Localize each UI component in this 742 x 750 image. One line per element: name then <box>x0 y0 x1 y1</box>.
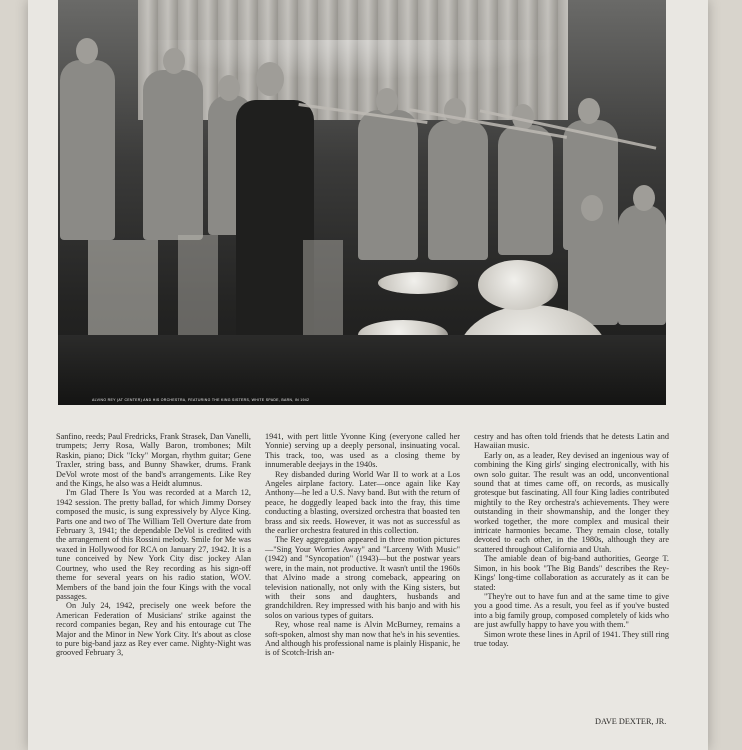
trumpet-player <box>143 70 203 240</box>
paragraph: The amiable dean of big-band authorities, George T. Simon, in his book "The Big Bands" describes the Rey-Kings' long-time collaboration as accurately as it can be stated: <box>474 554 669 592</box>
paragraph: Early on, as a leader, Rey devised an ingenious way of combining the King girls' singing electronically, with his own solo guitar. The result was an odd, unconventional sound that at times came off, on records, as musically grotesque but fascinating. All four King ladies contributed mightily to the Rey orchestra's achievements. They were outstanding in their showmanship, and the longer they worked together, the more complex and musical their intricate harmonies became. They remain close, totally devoted to each other, in the 1980s, although they are scattered throughout California and Utah. <box>474 450 669 554</box>
trombone-player <box>428 120 488 260</box>
paragraph: "They're out to have fun and at the same time to give you a good time. As a result, you feel as if you've busted into a big family group, composed completely of kids who are just awfully happy to have you with them." <box>474 591 669 630</box>
musician-head <box>578 98 600 124</box>
trombone-player <box>358 110 418 260</box>
paragraph: On July 24, 1942, precisely one week before the American Federation of Musicians' strike against the record companies began, Rey and his entourage cut The Major and the Minor in New York City. It's about as close to pure big-band jazz as Rey ever came. Nighty-Night was grooved February 3, <box>56 601 251 658</box>
article-body <box>56 432 670 658</box>
text-column-2 <box>265 432 460 658</box>
musician-head <box>581 195 603 221</box>
photo-caption: ALVINO REY (AT CENTER) AND HIS ORCHESTRA, FEATURING THE KING SISTERS, WHITE SPADE, BARN, IN 1942 <box>92 398 310 402</box>
musician-head <box>376 88 398 114</box>
album-liner-page <box>28 0 708 750</box>
text-column-3 <box>474 432 669 658</box>
tom-drum <box>478 260 558 310</box>
paragraph: cestry and has often told friends that he detests Latin and Hawaiian music. <box>474 432 669 451</box>
text-column-1 <box>56 432 251 658</box>
paragraph: The Rey aggregation appeared in three motion pictures—"Sing Your Worries Away" and "Larceny With Music" (1942) and "Syncopation" (1943)—but the postwar years were, in the main, not productive. It wasn't until the 1960s that Alvino made a strong comeback, appearing on television nationally, not only with the King sisters, but with their sons and daughters, husbands and grandchildren. Rey impressed with his banjo and with his solos on various types of guitars. <box>265 535 460 620</box>
paragraph: Simon wrote these lines in April of 1941. They still ring true today. <box>474 629 669 648</box>
musician-head <box>163 48 185 74</box>
paragraph: I'm Glad There Is You was recorded at a March 12, 1942 session. The pretty ballad, for which Jimmy Dorsey composed the music, is sung expressively by Alyce King. Parts one and two of The William Tell Overture date from February 3, 1941; the dependable DeVol is credited with the arrangement of this Rossini melody. Smile for Me was waxed in Hollywood for RCA on January 27, 1942. It is a tune conceived by New York City disc jockey Alan Courtney, who used the Rey recording as his sign-off theme for several years on his radio station, WOV. Members of the band join the four Kings with the vocal passages. <box>56 488 251 601</box>
trombone-player <box>498 125 553 255</box>
paragraph: Rey disbanded during World War II to work at a Los Angeles airplane factory. Later—once again like Kay Anthony—he led a U.S. Navy band. But with the return of peace, he doggedly leaped back into the fray, this time conducting a blasting, oversized orchestra that boasted ten brass and six reeds. However, it was not as successful as the earlier orchestra featured in this collection. <box>265 469 460 536</box>
musician-head <box>633 185 655 211</box>
musician-head <box>218 75 240 101</box>
stage-floor <box>58 335 666 405</box>
music-stand <box>178 235 218 345</box>
saxophone-player <box>618 205 666 325</box>
paragraph: Rey, whose real name is Alvin McBurney, remains a soft-spoken, almost shy man now that he's in his seventies. And although his professional name is plainly Hispanic, he is of Scotch-Irish an- <box>265 620 460 658</box>
paragraph: Sanfino, reeds; Paul Fredricks, Frank Strasek, Dan Vanelli, trumpets; Jerry Rosa, Wally Baron, trombones; Milt Raskin, piano; Dick "Icky" Morgan, rhythm guitar; Gene Traxler, string bass, and Bunny Shawker, drums. Frank DeVol wrote most of the band's arrangements. Like Rey and the Kings, he also was a Heidt alumnus. <box>56 432 251 489</box>
saxophone-player <box>568 215 618 325</box>
music-stand <box>303 240 343 340</box>
author-signature: DAVE DEXTER, JR. <box>595 717 667 726</box>
paragraph: 1941, with pert little Yvonne King (everyone called her Yonnie) serving up a deeply personal, insinuating vocal. This track, too, was used as a closing theme by innumerable deejays in the 1940s. <box>265 432 460 470</box>
curtain-drape <box>138 40 568 80</box>
trumpet-player <box>60 60 115 240</box>
band-photograph <box>58 0 666 405</box>
bandleader-head <box>256 62 284 96</box>
cymbal <box>378 272 458 294</box>
musician-head <box>76 38 98 64</box>
